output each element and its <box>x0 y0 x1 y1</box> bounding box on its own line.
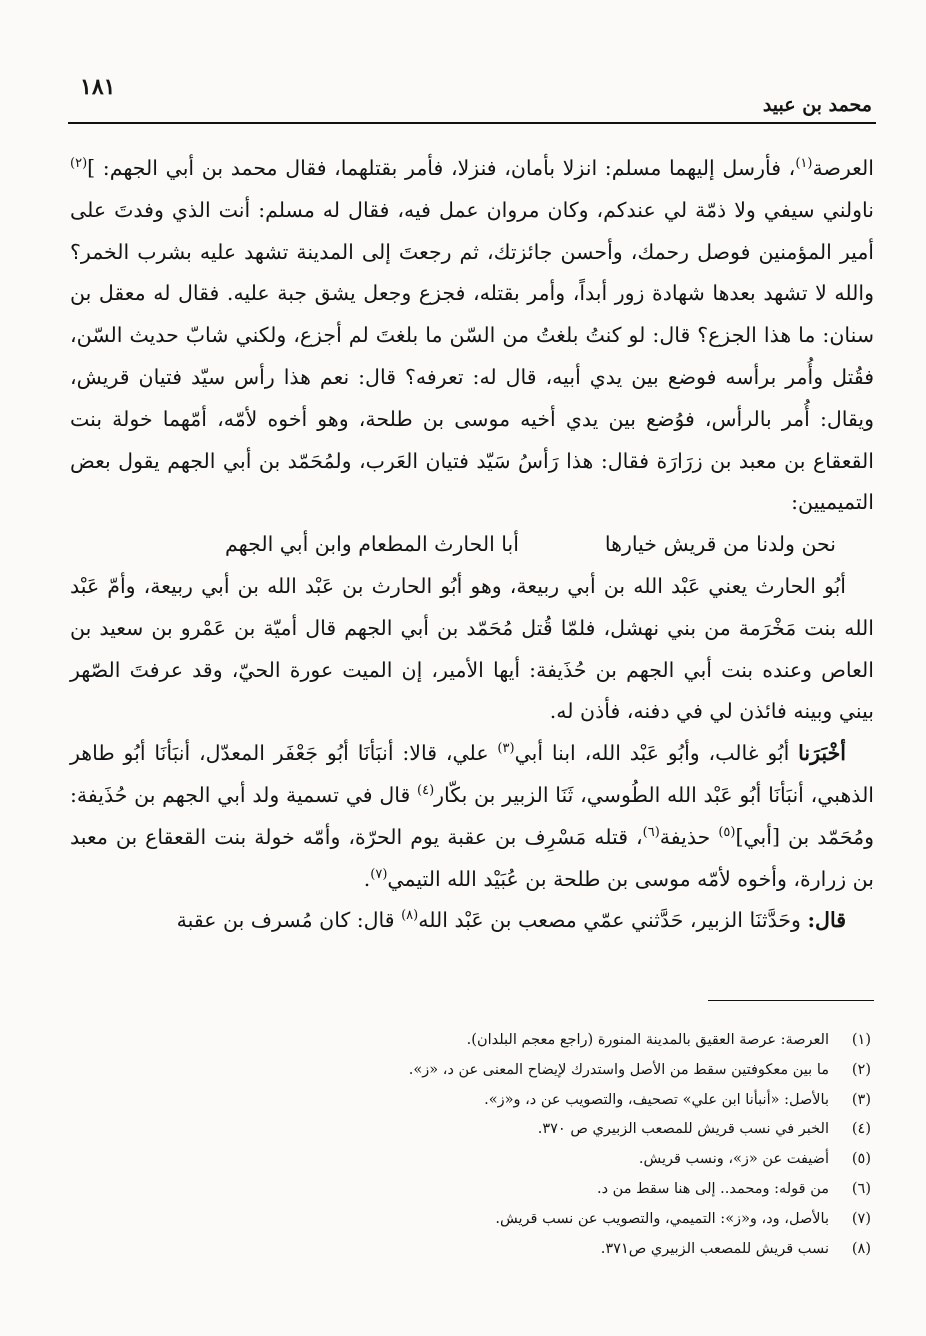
text-run: ناولني سيفي ولا ذمّة لي عندكم، وكان مروان عمل فيه، فقال له مسلم: أنت الذي وفدتَ على أمير المؤمنين فوصل رحمك، وأحسن جائزتك، ثم رجعتَ إلى المدينة تشهد عليه بشرب الخمر؟ والله لا تشهد بعدها شهادة زور أبداً، وأمر بقتله، فجزع وجعل يشق جبة عليه. فقال له معقل بن سنان: ما هذا الجزع؟ قال: لو كنتُ بلغتُ من السّن ما بلغتَ لم أجزع، ولكني شابّ حديث السّن، فقُتل وأُمر برأسه فوضع بين يدي أبيه، قال له: تعرفه؟ قال: نعم هذا رأس سيّد فتيان قريش، ويقال: أُمر بالرأس، فوُضع بين يدي أخيه موسى بن طلحة، وهو أخوه لأمّه، أمّهما خولة بنت القعقاع بن معبد بن زرَارَة فقال: هذا رَأسُ سَيّد فتيان العَرب، ولمُحَمّد بن أبي الجهم يقول بعض التميميين: <box>70 197 874 515</box>
lead-word: أخْبَرَنا <box>798 741 846 766</box>
footnote-text: بالأصل، ود، و«ز»: التميمي، والتصويب عن نسب قريش. <box>495 1210 829 1227</box>
poetry-verse <box>70 524 874 566</box>
footnote-number: (٨) <box>851 1240 871 1257</box>
verse-first-hemistich: نحن ولدنا من قريش خيارها <box>604 532 836 557</box>
footnote-text: أضيفت عن «ز»، ونسب قريش. <box>638 1151 829 1168</box>
text-run: ، فأرسل إليهما مسلم: انزلا بأمان، فنزلا، فأمر بقتلهما، فقال محمد بن أبي الجهم: ] <box>87 156 796 180</box>
text-run: ، قتله مَسْرِف بن عقبة يوم الحرّة، وأمّه خولة بنت القعقاع بن معبد بن زرارة، وأخوه لأمّه موسى بن طلحة بن عُبَيْد الله التيمي <box>70 824 874 891</box>
paragraph-4 <box>70 900 874 942</box>
paragraph-3 <box>70 733 874 900</box>
footnote-ref-7: (٧) <box>370 866 388 882</box>
footnote-ref-5: (٥) <box>718 824 736 840</box>
text-run: حذيفة <box>659 824 719 849</box>
running-title: محمد بن عبيد <box>762 94 872 116</box>
text-run: وحَدَّثنَا الزبير، حَدَّثني عمّي مصعب بن عَبْد الله <box>418 908 808 933</box>
footnote <box>70 1175 871 1205</box>
footnote-ref-8: (٨) <box>401 908 419 924</box>
footnote <box>70 1115 871 1145</box>
footnote-ref-6: (٦) <box>642 824 660 840</box>
text-run: . <box>363 866 371 891</box>
page-number: ١٨١ <box>80 74 116 100</box>
footnote <box>70 1026 871 1056</box>
footnote <box>70 1056 871 1086</box>
footnote-number: (٣) <box>851 1091 871 1108</box>
main-text <box>70 148 874 942</box>
text-run: أبُو غالب، وأبُو عَبْد الله، ابنا أبي <box>514 741 799 766</box>
footnote-separator <box>708 1000 874 1001</box>
footnote-ref-4: (٤) <box>417 783 435 799</box>
footnote <box>70 1086 871 1116</box>
footnote-text: نسب قريش للمصعب الزبيري ص٣٧١. <box>600 1240 829 1257</box>
footnote-text: ما بين معكوفتين سقط من الأصل واستدرك لإيضاح المعنى عن د، «ز». <box>408 1061 829 1078</box>
footnote-number: (٧) <box>851 1210 871 1227</box>
page-header <box>68 70 874 122</box>
footnote <box>70 1145 871 1175</box>
footnote-text: العرصة: عرصة العقيق بالمدينة المنورة (راجع معجم البلدان). <box>466 1032 829 1048</box>
footnote-number: (٦) <box>851 1180 871 1197</box>
footnote-number: (٤) <box>851 1121 871 1138</box>
footnote-number: (١) <box>851 1032 871 1048</box>
text-run: قال: كان مُسرف بن عقبة <box>176 908 402 933</box>
footnote-text: الخبر في نسب قريش للمصعب الزبيري ص ٣٧٠. <box>537 1121 829 1138</box>
lead-word: قال: <box>807 908 846 933</box>
footnotes-list <box>70 1026 871 1264</box>
footnote-text: من قوله: ومحمد.. إلى هنا سقط من د. <box>597 1180 829 1197</box>
footnote-ref-2: (٢) <box>70 156 88 172</box>
footnote-ref-3: (٣) <box>497 741 515 757</box>
footnote-text: بالأصل: «أنبأنا ابن علي» تصحيف، والتصويب عن د، و«ز». <box>484 1091 829 1108</box>
footnote-number: (٥) <box>851 1151 871 1168</box>
footnote <box>70 1205 871 1235</box>
text-run: علي، قالا: أنبَأنَا أبُو جَعْفَر المعدّل، أنبَأنَا أبُو طاهر الذهبي، أنبَأنَا أبُو عَبْد الله الطُوسي، ثَنَا الزبير بن بكّار <box>70 741 875 807</box>
paragraph-1 <box>70 148 874 524</box>
header-rule <box>68 122 876 124</box>
text-run: قال في تسمية ولد أبي الجهم بن حُذَيفة: ومُحَمّد بن [أبي] <box>70 782 875 849</box>
footnote <box>70 1235 871 1265</box>
footnote-number: (٢) <box>851 1061 871 1078</box>
paragraph-2: أبُو الحارث يعني عَبْد الله بن أبي ربيعة، وهو أبُو الحارث بن عَبْد الله بن أبي ربيعة، وأمّ عَبْد الله بنت مَخْرَمة من بني نهشل، فلمّا قُتل مُحَمّد بن أبي الجهم قال أميّة بن عَمْرو بن سعيد بن العاص وعنده بنت أبي الجهم بن حُذَيفة: أيها الأمير، إن الميت عورة الحيّ، وقد عرفتَ الصّهر بيني وبينه فائذن لي في دفنه، فأذن له. <box>70 573 874 724</box>
text-run: العرصة <box>812 156 874 180</box>
footnote-ref-1: (١) <box>795 156 813 172</box>
verse-second-hemistich: أبا الحارث المطعام وابن أبي الجهم <box>225 532 519 557</box>
